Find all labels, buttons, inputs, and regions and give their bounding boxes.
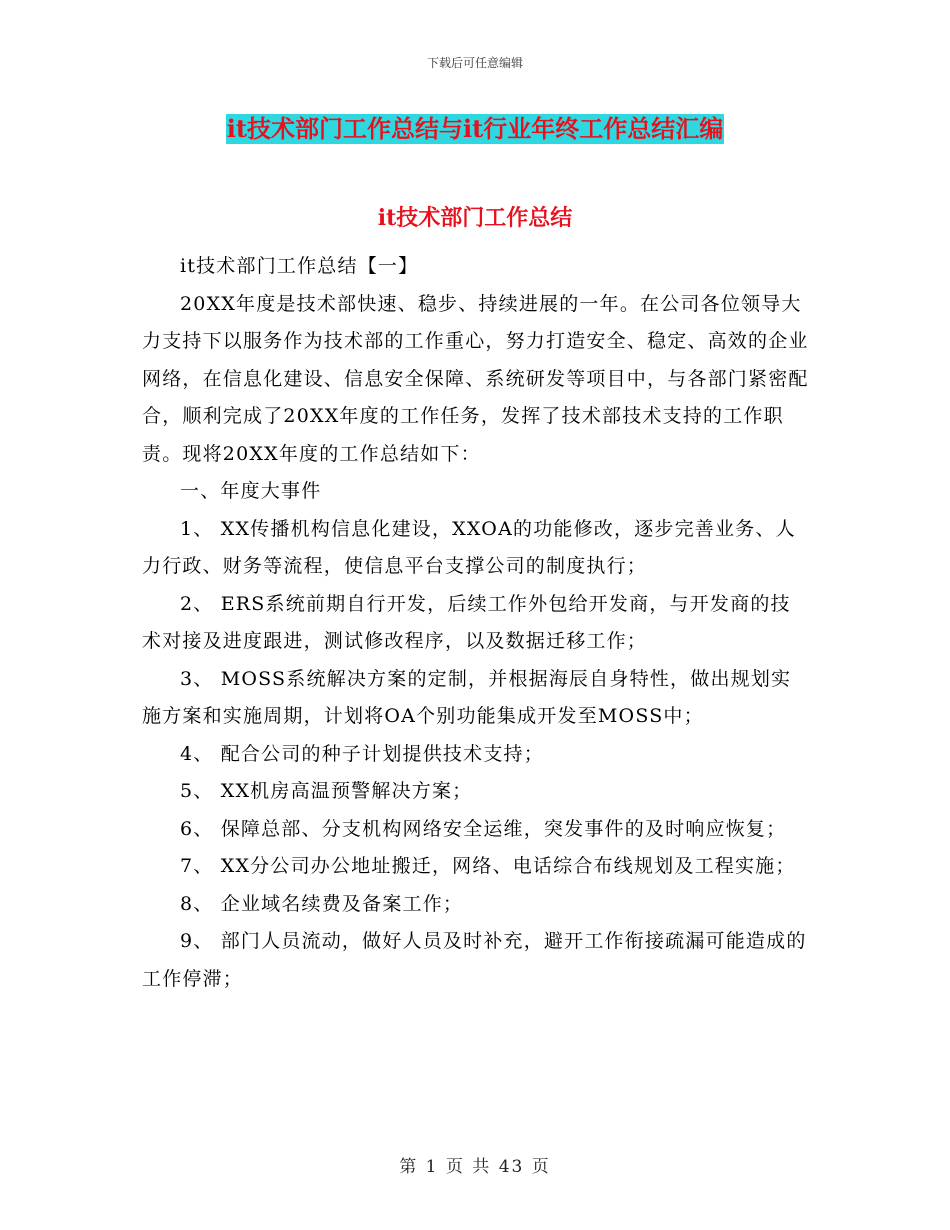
document-body: [142, 248, 810, 998]
paragraph: 5、 XX机房高温预警解决方案；: [180, 780, 473, 802]
paragraph: 20XX年度是技术部快速、稳步、持续进展的一年。在公司各位领导大力支持下以服务作为技术部的工作重心，努力打造安全、稳定、高效的企业网络，在信息化建设、信息安全保障、系统研发等项目中，与各部门紧密配合，顺利完成了20XX年度的工作任务，发挥了技术部技术支持的工作职责。现将20XX年度的工作总结如下：: [142, 292, 809, 465]
section-title: it技术部门工作总结: [377, 205, 573, 231]
paragraph: 8、 企业域名续费及备案工作；: [180, 892, 464, 915]
paragraph: 一、年度大事件: [180, 480, 322, 502]
paragraph: it技术部门工作总结【一】: [180, 255, 419, 277]
paragraph: 3、 MOSS系统解决方案的定制，并根据海辰自身特性，做出规划实施方案和实施周期，计划将OA个别功能集成开发至MOSS中；: [142, 667, 792, 727]
paragraph: 9、 部门人员流动，做好人员及时补充，避开工作衔接疏漏可能造成的工作停滞；: [142, 930, 807, 990]
paragraph: 7、 XX分公司办公地址搬迁，网络、电话综合布线规划及工程实施；: [180, 855, 796, 877]
document-title: it技术部门工作总结与it行业年终工作总结汇编: [226, 114, 724, 143]
document-title-container: [0, 114, 950, 144]
paragraph: 4、 配合公司的种子计划提供技术支持；: [180, 742, 544, 765]
paragraph: 1、 XX传播机构信息化建设，XXOA的功能修改，逐步完善业务、人力行政、财务等流程，使信息平台支撑公司的制度执行；: [142, 517, 796, 577]
header-note: 下载后可任意编辑: [426, 56, 523, 70]
paragraph: 2、 ERS系统前期自行开发，后续工作外包给开发商，与开发商的技术对接及进度跟进，测试修改程序，以及数据迁移工作；: [142, 592, 791, 652]
page-footer: 第 1 页 共 43 页: [399, 1157, 551, 1177]
paragraph: 6、 保障总部、分支机构网络安全运维，突发事件的及时响应恢复；: [180, 817, 787, 840]
